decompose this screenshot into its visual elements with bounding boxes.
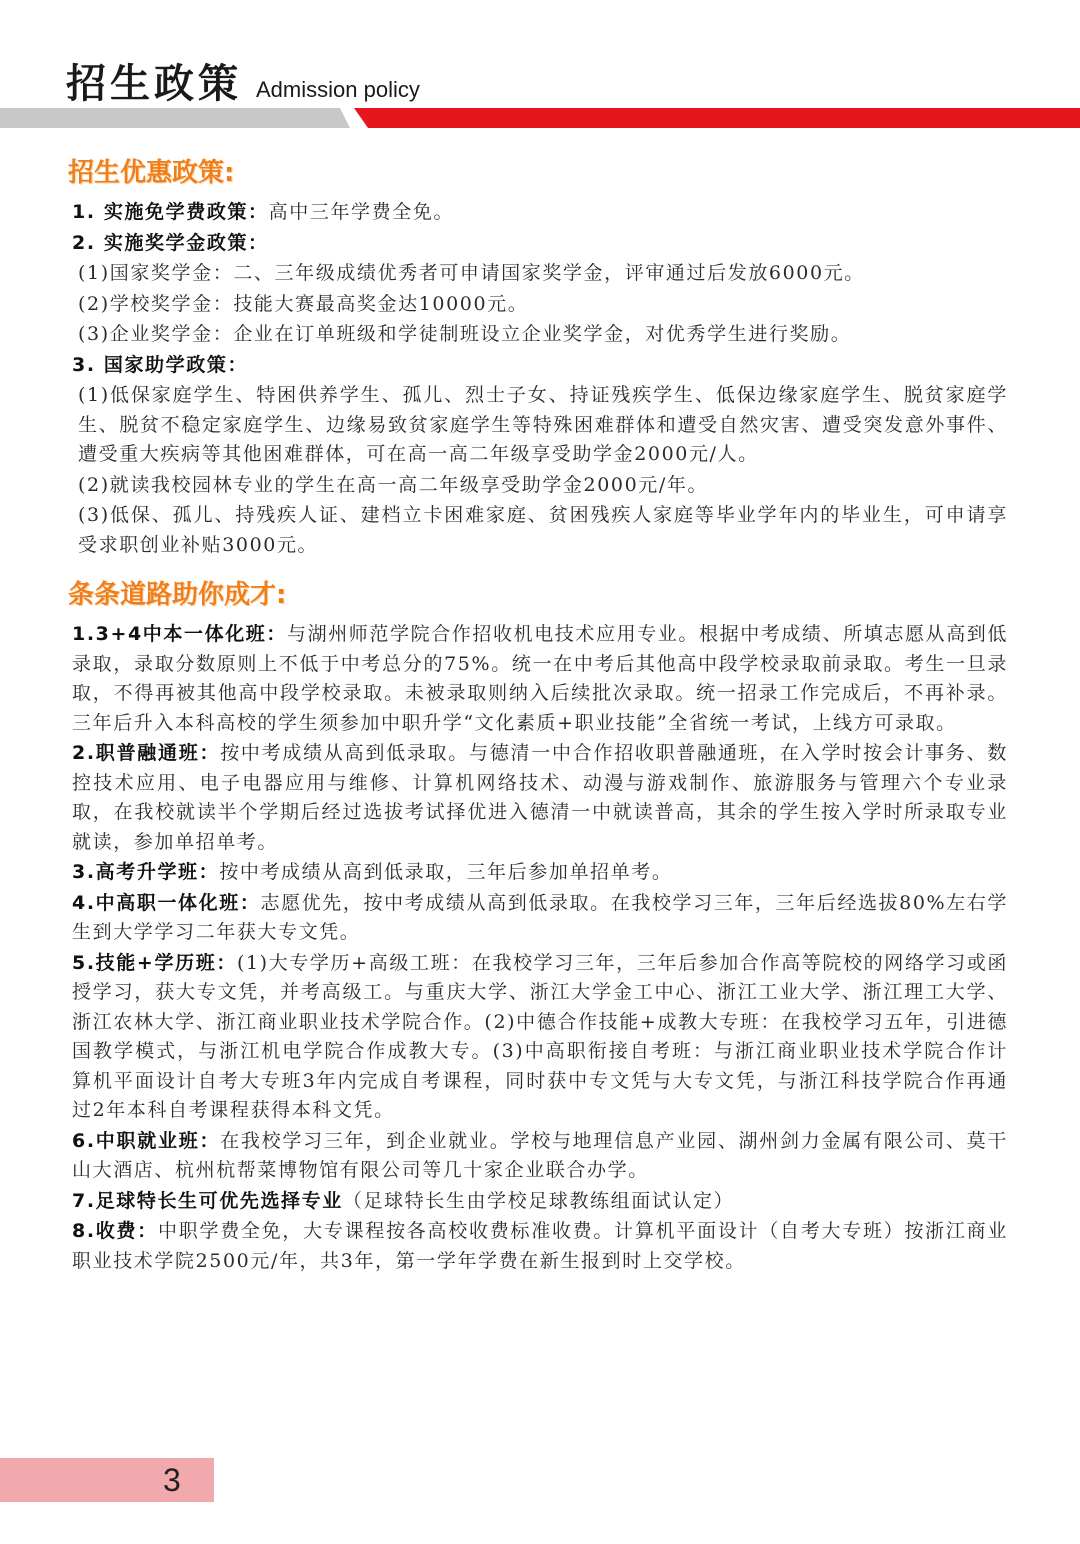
pathway-item: [72, 858, 1008, 888]
scholarship-school: (2)学校奖学金：技能大赛最高奖金达10000元。: [78, 292, 529, 315]
pathway-item: [72, 1217, 1008, 1276]
pathway-item-label: 6.中职就业班：: [72, 1129, 221, 1152]
aid-sub-item-2: (2)就读我校园林专业的学生在高一高二年级享受助学金2000元/年。: [78, 473, 709, 496]
header-gray-band: [0, 108, 350, 128]
scholarship-national: (1)国家奖学金：二、三年级成绩优秀者可申请国家奖学金，评审通过后发放6000元。: [78, 262, 865, 284]
scholarship-enterprise: (3)企业奖学金：企业在订单班级和学徒制班设立企业奖学金，对优秀学生进行奖励。: [78, 323, 852, 345]
pathway-item-label: 4.中高职一体化班：: [72, 891, 261, 914]
main-content: [68, 152, 1009, 1276]
header-title-chinese: 招生政策: [66, 61, 242, 107]
pathway-item-text: 按中考成绩从高到低录取。与德清一中合作招收职普融通班，在入学时按会计事务、数控技术应用、电子电器应用与维修、计算机网络技术、动漫与游戏制作、旅游服务与管理六个专业录取，在我校就读半个学期后经过选拔考试择优进入德清一中就读普高，其余的学生按入学时所录取专业就读，参加单招单考。: [72, 742, 1008, 853]
page-header: [66, 52, 420, 107]
policy-item-scholarship: [72, 229, 1008, 259]
pathway-item-text: 按中考成绩从高到低录取，三年后参加单招单考。: [219, 861, 673, 883]
pathway-item: [72, 1187, 1008, 1217]
pathway-item-label: 3.高考升学班：: [72, 861, 220, 883]
pathway-item: [72, 889, 1008, 948]
policy-item-tuition-free: [72, 198, 1008, 228]
pathway-item-label: 8.收费：: [72, 1220, 158, 1242]
pathway-item: [72, 620, 1008, 738]
pathway-item-text: (1)大专学历+高级工班：在我校学习三年，三年后参加合作高等院校的网络学习或函授学习，获大专文凭，并考高级工。与重庆大学、浙江大学金工中心、浙江工业大学、浙江理工大学、浙江农林大学、浙江商业职业技术学院合作。(2)中德合作技能+成教大专班：在我校学习五年，引进德国教学模式，与浙江机电学院合作成教大专。(3)中高职衔接自考班：与浙江商业职业技术学院合作计算机平面设计自考大专班3年内完成自考课程，同时获中专文凭与大专文凭，与浙江科技学院合作再通过2年本科自考课程获得本科文凭。: [72, 951, 1008, 1121]
pathway-item-label: 1.3+4中本一体化班：: [72, 623, 287, 645]
pathway-item-text: 与湖州师范学院合作招收机电技术应用专业。根据中考成绩、所填志愿从高到低录取，录取分数原则上不低于中考总分的75%。统一在中考后其他高中段学校录取前录取。考生一旦录取，不得再被其他高中段学校录取。未被录取则纳入后续批次录取。统一招录工作完成后，不再补录。三年后升入本科高校的学生须参加中职升学“文化素质+职业技能”全省统一考试，上线方可录取。: [72, 623, 1009, 734]
section-title-preferential-policy: 招生优惠政策:: [68, 158, 235, 188]
header-red-band: [354, 108, 1080, 128]
aid-sub-item-1: (1)低保家庭学生、特困供养学生、孤儿、烈士子女、持证残疾学生、低保边缘家庭学生、脱贫家庭学生、脱贫不稳定家庭学生、边缘易致贫家庭学生等特殊困难群体和遭受自然灾害、遭受突发意外事件、遭受重大疾病等其他困难群体，可在高一高二年级享受助学金2000元/人。: [78, 384, 1008, 465]
policy-item-label: 1. 实施免学费政策：: [72, 201, 269, 223]
header-title-english: Admission policy: [256, 77, 420, 102]
pathway-item-text: 志愿优先，按中考成绩从高到低录取。在我校学习三年，三年后经选拔80%左右学生到大学学习二年获大专文凭。: [72, 891, 1008, 943]
pathway-item-text: 中职学费全免，大专课程按各高校收费标准收费。计算机平面设计（自考大专班）按浙江商业职业技术学院2500元/年，共3年，第一学年学费在新生报到时上交学校。: [72, 1220, 1008, 1272]
pathway-item: [72, 739, 1008, 857]
policy-item-text: 高中三年学费全免。: [268, 201, 455, 223]
policy-item-label: 3. 国家助学政策：: [72, 353, 249, 376]
aid-sub-item-3: (3)低保、孤儿、持残疾人证、建档立卡困难家庭、贫困残疾人家庭等毕业学年内的毕业生，可申请享受求职创业补贴3000元。: [78, 504, 1008, 556]
pathway-item-text: （足球特长生由学校足球教练组面试认定）: [342, 1189, 735, 1212]
page-number: 3: [163, 1462, 181, 1498]
page-number-tab: [0, 1458, 214, 1502]
pathway-item: [72, 949, 1008, 1126]
policy-item-label: 2. 实施奖学金政策：: [72, 231, 269, 254]
pathway-item-text: 在我校学习三年，到企业就业。学校与地理信息产业园、湖州剑力金属有限公司、莫干山大酒店、杭州杭帮菜博物馆有限公司等几十家企业联合办学。: [72, 1129, 1008, 1181]
pathway-item-label: 2.职普融通班：: [72, 742, 221, 764]
section-title-pathways: 条条道路助你成才:: [68, 580, 287, 610]
pathway-item-label: 7.足球特长生可优先选择专业: [72, 1189, 343, 1212]
policy-item-national-aid: [72, 351, 1008, 381]
pathway-item-label: 5.技能+学历班：: [72, 951, 237, 974]
pathway-item: [72, 1127, 1008, 1186]
